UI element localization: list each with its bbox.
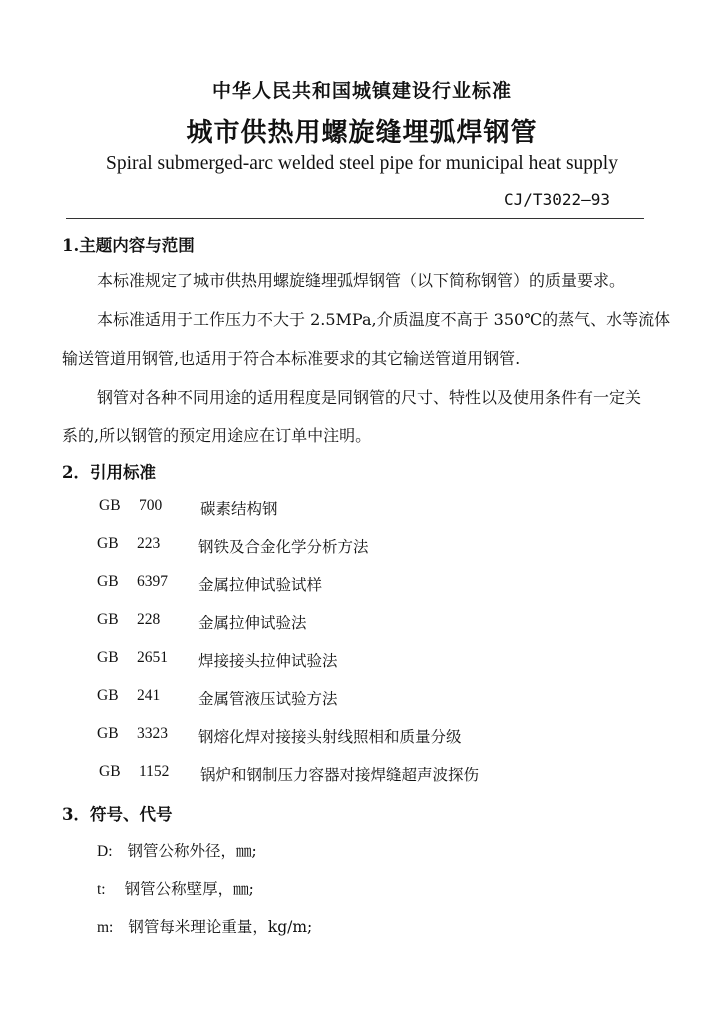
reference-number: 3323 [137, 725, 168, 742]
paragraph-continuation: 输送管道用钢管,也适用于符合本标准要求的其它输送管道用钢管. [62, 349, 521, 368]
reference-prefix: GB [99, 497, 121, 514]
symbol-key: D: [97, 843, 113, 860]
paragraph: 本标准适用于工作压力不大于 2.5MPa,介质温度不高于 350℃的蒸气、水等流体 [97, 310, 671, 329]
section-1-heading: 1.主题内容与范围 [62, 236, 195, 255]
paragraph: 本标准规定了城市供热用螺旋缝埋弧焊钢管（以下简称钢管）的质量要求。 [97, 271, 626, 290]
section-3-heading: 3．符号、代号 [62, 805, 173, 824]
reference-prefix: GB [99, 763, 121, 780]
symbol-description: 钢管每米理论重量，kg/m; [128, 918, 313, 936]
paragraph: 钢管对各种不同用途的适用程度是同钢管的尺寸、特性以及使用条件有一定关 [97, 388, 642, 407]
reference-number: 228 [137, 611, 161, 628]
reference-number: 223 [137, 535, 161, 552]
reference-prefix: GB [97, 725, 119, 742]
document-title-english: Spiral submerged-arc welded steel pipe for municipal heat supply [106, 153, 618, 174]
symbol-definition [97, 839, 257, 861]
symbol-description: 钢管公称外径，㎜; [127, 842, 257, 860]
reference-title: 金属拉伸试验法 [198, 614, 307, 632]
reference-prefix: GB [97, 649, 119, 666]
org-title: 中华人民共和国城镇建设行业标准 [211, 80, 512, 102]
reference-prefix: GB [97, 687, 119, 704]
section-2-heading: 2．引用标准 [62, 463, 156, 482]
symbol-key: t: [97, 881, 106, 898]
reference-number: 241 [137, 687, 161, 704]
reference-prefix: GB [97, 535, 119, 552]
paragraph-continuation: 系的,所以钢管的预定用途应在订单中注明。 [62, 426, 372, 445]
standard-code: CJ/T3022—93 [504, 190, 610, 209]
reference-title: 碳素结构钢 [200, 500, 278, 518]
reference-number: 1152 [139, 763, 170, 780]
reference-prefix: GB [97, 573, 119, 590]
reference-title: 焊接接头拉伸试验法 [198, 652, 338, 670]
reference-prefix: GB [97, 611, 119, 628]
reference-number: 2651 [137, 649, 168, 666]
document-title: 城市供热用螺旋缝埋弧焊钢管 [186, 118, 538, 148]
reference-title: 金属拉伸试验试样 [198, 576, 323, 594]
reference-number: 700 [139, 497, 163, 514]
symbol-description: 钢管公称壁厚，㎜; [124, 880, 254, 898]
symbol-definition [97, 915, 312, 937]
symbol-key: m: [97, 919, 114, 936]
reference-title: 锅炉和钢制压力容器对接焊缝超声波探伤 [200, 766, 480, 784]
symbol-definition [97, 877, 254, 899]
reference-title: 钢铁及合金化学分析方法 [198, 538, 369, 556]
reference-title: 钢熔化焊对接接头射线照相和质量分级 [198, 728, 462, 746]
header-divider [66, 218, 644, 219]
reference-title: 金属管液压试验方法 [198, 690, 338, 708]
reference-number: 6397 [137, 573, 168, 590]
